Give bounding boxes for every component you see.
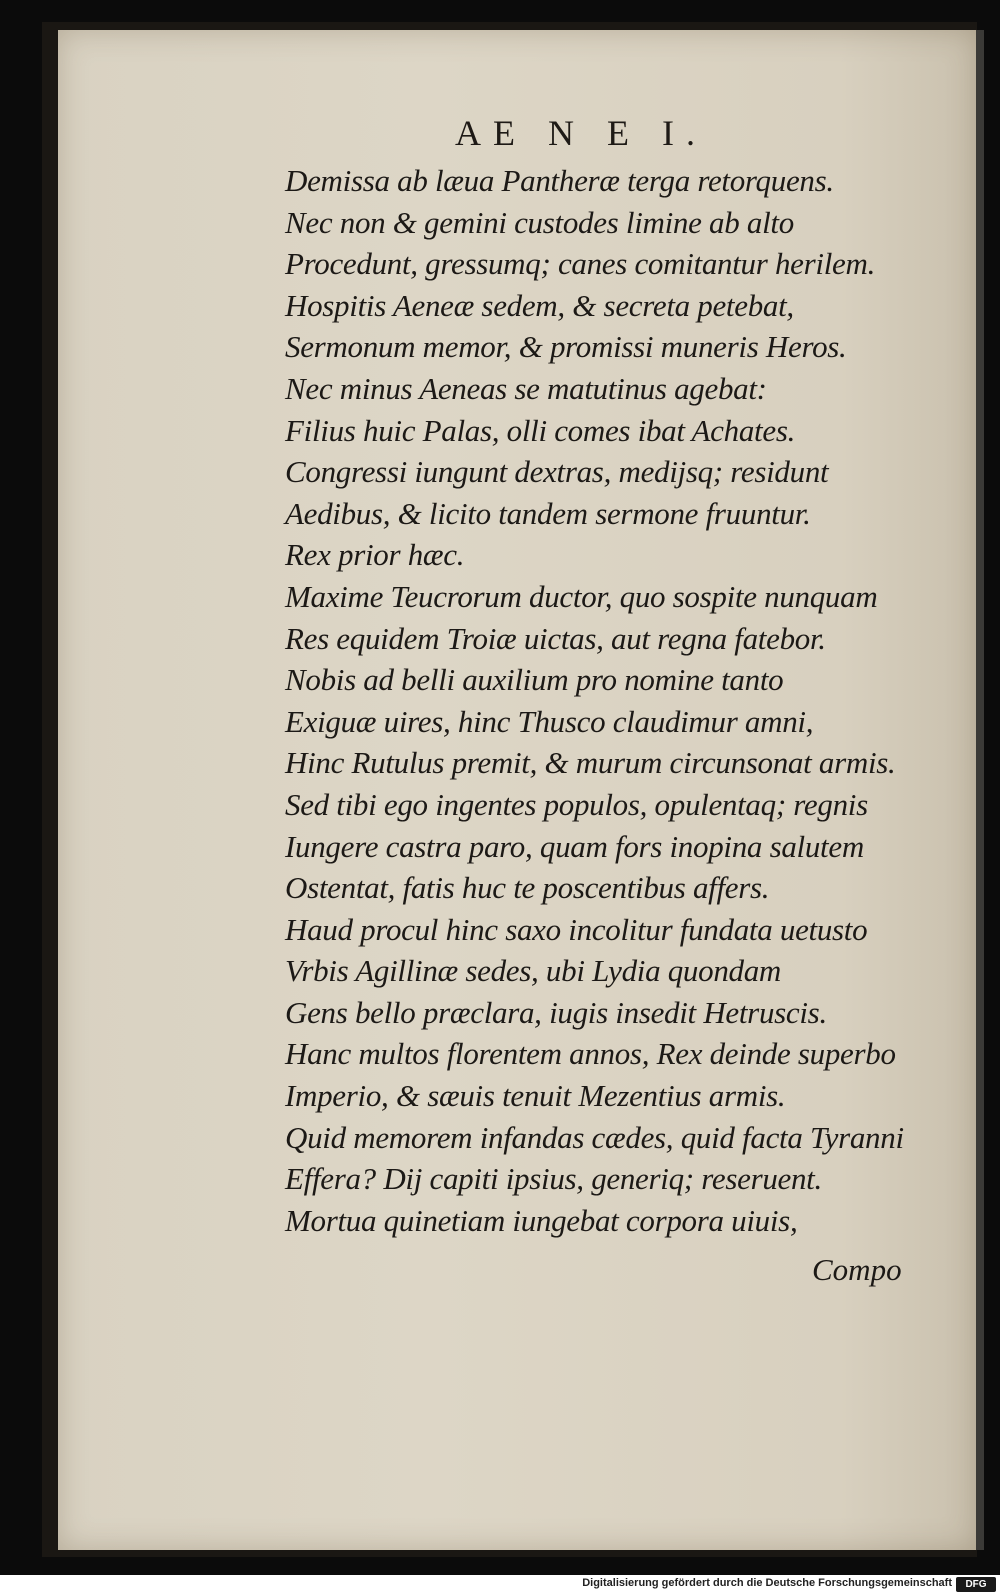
footer-credit: Digitalisierung gefördert durch die Deutsche Forschungsgemeinschaft	[582, 1577, 952, 1589]
verse-line: Filius huic Palas, olli comes ibat Achates.	[285, 412, 796, 448]
dfg-logo: DFG	[956, 1577, 996, 1592]
running-header: AE N E I.	[455, 113, 707, 153]
verse-block	[285, 160, 925, 1241]
verse-line: Iungere castra paro, quam fors inopina salutem	[285, 828, 864, 864]
verse-line: Gens bello præclara, iugis insedit Hetruscis.	[285, 994, 827, 1030]
verse-line: Aedibus, & licito tandem sermone fruuntur.	[285, 495, 811, 531]
verse-line: Hinc Rutulus premit, & murum circunsonat armis.	[285, 745, 896, 781]
page-edge	[976, 30, 984, 1550]
verse-line: Quid memorem infandas cædes, quid facta Tyranni	[285, 1119, 904, 1155]
verse-line: Sermonum memor, & promissi muneris Heros.	[285, 329, 847, 365]
verse-line: Rex prior hæc.	[285, 537, 465, 573]
verse-line: Demissa ab læua Pantheræ terga retorquens.	[285, 163, 834, 198]
verse-line: Nec non & gemini custodes limine ab alto	[285, 204, 794, 240]
verse-line: Maxime Teucrorum ductor, quo sospite nunquam	[285, 578, 878, 614]
digitization-footer	[0, 1575, 1000, 1595]
verse-line: Mortua quinetiam iungebat corpora uiuis,	[285, 1202, 798, 1238]
verse-line: Vrbis Agillinæ sedes, ubi Lydia quondam	[285, 953, 782, 989]
verse-line: Hanc multos florentem annos, Rex deinde superbo	[285, 1036, 896, 1072]
verse-line: Effera? Dij capiti ipsius, generiq; reseruent.	[285, 1161, 822, 1197]
verse-line: Res equidem Troiæ uictas, aut regna fatebor.	[285, 620, 826, 656]
verse-line: Exiguæ uires, hinc Thusco claudimur amni,	[285, 703, 814, 739]
catchword: Compo	[812, 1252, 902, 1287]
verse-line: Congressi iungunt dextras, medijsq; residunt	[285, 454, 829, 490]
verse-line: Haud procul hinc saxo incolitur fundata uetusto	[285, 911, 868, 947]
verse-line: Ostentat, fatis huc te poscentibus affers.	[285, 870, 770, 906]
verse-line: Nec minus Aeneas se matutinus agebat:	[285, 370, 767, 406]
verse-line: Hospitis Aeneæ sedem, & secreta petebat,	[285, 287, 794, 323]
verse-line: Procedunt, gressumq; canes comitantur herilem.	[285, 246, 876, 282]
verse-line: Imperio, & sæuis tenuit Mezentius armis.	[285, 1078, 786, 1114]
verse-line: Sed tibi ego ingentes populos, opulentaq; regnis	[285, 786, 868, 822]
verse-line: Nobis ad belli auxilium pro nomine tanto	[285, 662, 784, 698]
